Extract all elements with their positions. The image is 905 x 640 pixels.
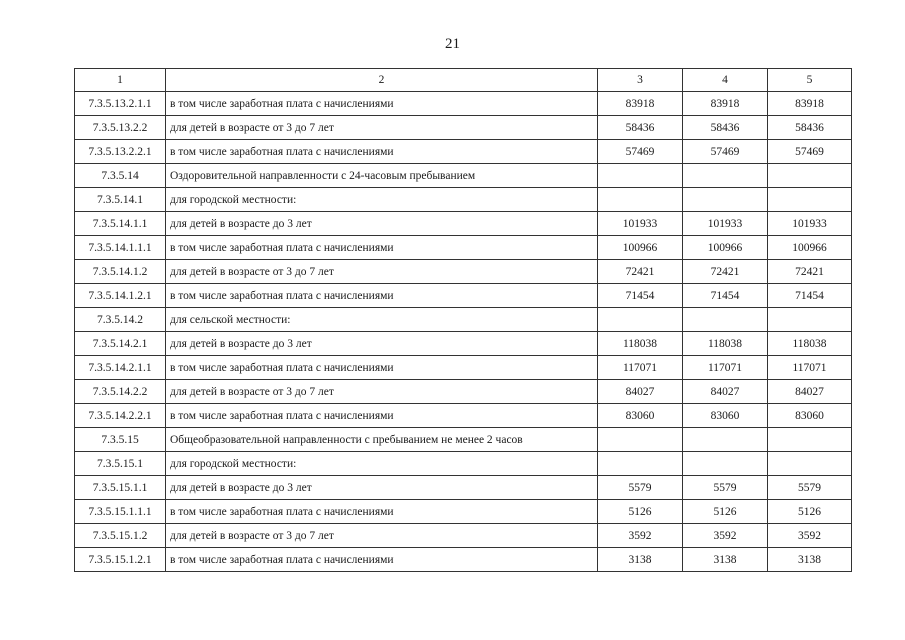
table-row	[75, 164, 852, 188]
row-description-cell: для детей в возрасте от 3 до 7 лет	[166, 524, 598, 548]
row-value-col-4: 5579	[683, 476, 768, 500]
row-description-cell: в том числе заработная плата с начислениями	[166, 404, 598, 428]
row-value-col-4: 58436	[683, 116, 768, 140]
row-value-col-5: 83918	[768, 92, 852, 116]
row-code-cell: 7.3.5.14.2.2	[75, 380, 166, 404]
row-description-cell: Оздоровительной направленности с 24-часовым пребыванием	[166, 164, 598, 188]
row-value-col-4: 72421	[683, 260, 768, 284]
row-code-cell: 7.3.5.15.1.1.1	[75, 500, 166, 524]
row-value-col-4: 71454	[683, 284, 768, 308]
row-value-col-3	[598, 164, 683, 188]
header-col-1: 1	[75, 69, 166, 92]
row-description-cell: для детей в возрасте до 3 лет	[166, 332, 598, 356]
row-value-col-4: 117071	[683, 356, 768, 380]
row-value-col-5: 58436	[768, 116, 852, 140]
row-value-col-4: 83060	[683, 404, 768, 428]
table-row	[75, 332, 852, 356]
row-value-col-5: 71454	[768, 284, 852, 308]
row-description-cell: для городской местности:	[166, 188, 598, 212]
row-value-col-3: 5579	[598, 476, 683, 500]
row-value-col-3	[598, 308, 683, 332]
row-code-cell: 7.3.5.13.2.1.1	[75, 92, 166, 116]
row-value-col-3: 83918	[598, 92, 683, 116]
row-code-cell: 7.3.5.14.1.2.1	[75, 284, 166, 308]
row-code-cell: 7.3.5.14.2.2.1	[75, 404, 166, 428]
row-value-col-5: 101933	[768, 212, 852, 236]
row-value-col-3	[598, 452, 683, 476]
row-code-cell: 7.3.5.14.2.1.1	[75, 356, 166, 380]
row-description-cell: для сельской местности:	[166, 308, 598, 332]
row-code-cell: 7.3.5.15.1.2.1	[75, 548, 166, 572]
row-code-cell: 7.3.5.15	[75, 428, 166, 452]
table-row	[75, 212, 852, 236]
table-row	[75, 236, 852, 260]
table-row	[75, 356, 852, 380]
row-description-cell: для детей в возрасте от 3 до 7 лет	[166, 380, 598, 404]
row-code-cell: 7.3.5.14.2	[75, 308, 166, 332]
row-value-col-3: 5126	[598, 500, 683, 524]
row-code-cell: 7.3.5.15.1	[75, 452, 166, 476]
row-description-cell: в том числе заработная плата с начислениями	[166, 500, 598, 524]
row-description-cell: Общеобразовательной направленности с пребыванием не менее 2 часов	[166, 428, 598, 452]
row-description-cell: в том числе заработная плата с начислениями	[166, 140, 598, 164]
row-value-col-4: 57469	[683, 140, 768, 164]
row-value-col-4: 3138	[683, 548, 768, 572]
row-value-col-4: 5126	[683, 500, 768, 524]
row-value-col-5: 84027	[768, 380, 852, 404]
row-value-col-3: 100966	[598, 236, 683, 260]
table-row	[75, 524, 852, 548]
row-value-col-4: 83918	[683, 92, 768, 116]
row-value-col-5: 117071	[768, 356, 852, 380]
table-row	[75, 500, 852, 524]
table-row	[75, 428, 852, 452]
row-value-col-5	[768, 428, 852, 452]
tariff-table	[74, 68, 852, 572]
row-value-col-3: 84027	[598, 380, 683, 404]
row-value-col-5	[768, 308, 852, 332]
row-value-col-5: 100966	[768, 236, 852, 260]
row-value-col-4	[683, 452, 768, 476]
row-code-cell: 7.3.5.14.1	[75, 188, 166, 212]
row-value-col-4: 3592	[683, 524, 768, 548]
row-code-cell: 7.3.5.14.1.2	[75, 260, 166, 284]
table-row	[75, 476, 852, 500]
header-col-5: 5	[768, 69, 852, 92]
table-header	[75, 69, 852, 92]
table-row	[75, 404, 852, 428]
row-value-col-3: 3138	[598, 548, 683, 572]
row-code-cell: 7.3.5.14.1.1	[75, 212, 166, 236]
row-description-cell: для детей в возрасте от 3 до 7 лет	[166, 116, 598, 140]
row-code-cell: 7.3.5.15.1.1	[75, 476, 166, 500]
row-value-col-4: 101933	[683, 212, 768, 236]
row-code-cell: 7.3.5.14.2.1	[75, 332, 166, 356]
row-code-cell: 7.3.5.13.2.2.1	[75, 140, 166, 164]
table-row	[75, 260, 852, 284]
row-value-col-4: 84027	[683, 380, 768, 404]
row-description-cell: для детей в возрасте до 3 лет	[166, 212, 598, 236]
row-value-col-5: 5579	[768, 476, 852, 500]
table-row	[75, 308, 852, 332]
row-value-col-5: 3138	[768, 548, 852, 572]
table-row	[75, 548, 852, 572]
row-value-col-3: 71454	[598, 284, 683, 308]
header-row	[75, 69, 852, 92]
table-row	[75, 452, 852, 476]
row-code-cell: 7.3.5.13.2.2	[75, 116, 166, 140]
row-value-col-5: 118038	[768, 332, 852, 356]
row-value-col-5	[768, 164, 852, 188]
row-value-col-4	[683, 164, 768, 188]
table-row	[75, 284, 852, 308]
row-description-cell: в том числе заработная плата с начислениями	[166, 92, 598, 116]
row-code-cell: 7.3.5.14.1.1.1	[75, 236, 166, 260]
row-value-col-5: 83060	[768, 404, 852, 428]
row-description-cell: для детей в возрасте от 3 до 7 лет	[166, 260, 598, 284]
row-value-col-3: 83060	[598, 404, 683, 428]
row-value-col-3: 118038	[598, 332, 683, 356]
row-description-cell: для городской местности:	[166, 452, 598, 476]
table-row	[75, 116, 852, 140]
table-body	[75, 92, 852, 572]
page-number: 21	[445, 36, 460, 52]
row-code-cell: 7.3.5.14	[75, 164, 166, 188]
row-description-cell: в том числе заработная плата с начислениями	[166, 356, 598, 380]
row-value-col-3	[598, 428, 683, 452]
row-value-col-3	[598, 188, 683, 212]
row-description-cell: для детей в возрасте до 3 лет	[166, 476, 598, 500]
row-value-col-5: 57469	[768, 140, 852, 164]
row-value-col-5: 3592	[768, 524, 852, 548]
table-row	[75, 380, 852, 404]
row-value-col-5: 5126	[768, 500, 852, 524]
row-value-col-5	[768, 452, 852, 476]
row-value-col-3: 3592	[598, 524, 683, 548]
table-row	[75, 140, 852, 164]
row-code-cell: 7.3.5.15.1.2	[75, 524, 166, 548]
row-description-cell: в том числе заработная плата с начислениями	[166, 236, 598, 260]
row-value-col-4	[683, 188, 768, 212]
row-value-col-4	[683, 308, 768, 332]
row-value-col-5	[768, 188, 852, 212]
header-col-4: 4	[683, 69, 768, 92]
row-value-col-3: 117071	[598, 356, 683, 380]
row-description-cell: в том числе заработная плата с начислениями	[166, 284, 598, 308]
row-value-col-4	[683, 428, 768, 452]
row-value-col-3: 58436	[598, 116, 683, 140]
table-row	[75, 188, 852, 212]
row-value-col-4: 100966	[683, 236, 768, 260]
table-row	[75, 92, 852, 116]
row-value-col-5: 72421	[768, 260, 852, 284]
row-value-col-3: 57469	[598, 140, 683, 164]
header-col-3: 3	[598, 69, 683, 92]
row-value-col-4: 118038	[683, 332, 768, 356]
row-description-cell: в том числе заработная плата с начислениями	[166, 548, 598, 572]
row-value-col-3: 101933	[598, 212, 683, 236]
header-col-2: 2	[166, 69, 598, 92]
row-value-col-3: 72421	[598, 260, 683, 284]
